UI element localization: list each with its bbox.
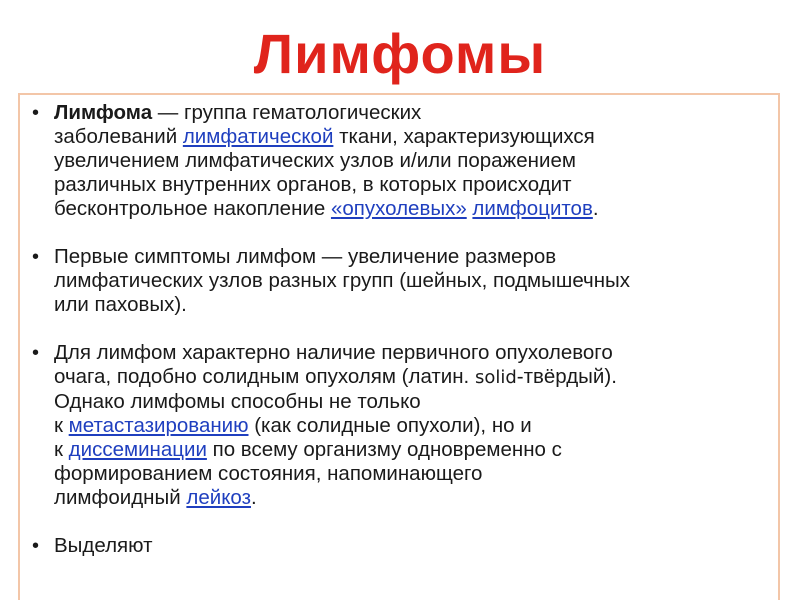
line: лимфатических узлов разных групп (шейных, подмышечных [54, 269, 631, 292]
slide-title: Лимфомы [253, 22, 547, 85]
line: Для лимфом характерно наличие первичного опухолевого [54, 341, 613, 364]
text: лимфоидный [54, 486, 187, 509]
line [54, 101, 762, 125]
bullet-distinguish [32, 534, 762, 558]
term-lymphoma: Лимфома [54, 101, 153, 124]
line: Первые симптомы лимфом — увеличение размеров [54, 245, 557, 268]
line: увеличением лимфатических узлов и/или поражением [54, 149, 576, 172]
link-tumor[interactable]: «опухолевых» [330, 197, 467, 220]
text: — группа гематологических [152, 101, 422, 124]
bullet-definition [32, 101, 762, 221]
text: (как солидные опухоли), но и [248, 414, 532, 437]
text: к [54, 438, 69, 461]
bullet-marker: • [32, 535, 40, 557]
bullet-characteristics [32, 341, 762, 510]
line [54, 125, 762, 149]
text: к [54, 414, 69, 437]
latin-word: solid [474, 367, 517, 388]
line [54, 197, 762, 221]
line [54, 486, 762, 510]
line: или паховых). [54, 293, 187, 316]
text: заболеваний [54, 125, 183, 148]
bullet-list [32, 101, 762, 582]
line [54, 365, 762, 390]
line [54, 438, 762, 462]
text: . [250, 486, 257, 509]
line: Выделяют [54, 534, 153, 557]
link-lymphocytes[interactable]: лимфоцитов [472, 197, 593, 220]
link-dissemination[interactable]: диссеминации [68, 438, 207, 461]
link-metastasis[interactable]: метастазированию [68, 414, 249, 437]
bullet-symptoms [32, 245, 762, 317]
link-leukemia[interactable]: лейкоз [186, 486, 251, 509]
line [54, 414, 762, 438]
line: Однако лимфомы способны не только [54, 390, 421, 413]
content-box [18, 93, 780, 600]
line: различных внутренних органов, в которых происходит [54, 173, 572, 196]
text: по всему организму одновременно с [206, 438, 562, 461]
bullet-marker: • [32, 246, 40, 268]
bullet-marker: • [32, 102, 40, 124]
text: очага, подобно солидным опухолям (латин. [54, 365, 475, 388]
text: -твёрдый). [516, 365, 617, 388]
line: формированием состояния, напоминающего [54, 462, 483, 485]
bullet-marker: • [32, 342, 40, 364]
text: бесконтрольное накопление [54, 197, 331, 220]
text: . [592, 197, 599, 220]
text: ткани, характеризующихся [333, 125, 595, 148]
link-lymphatic[interactable]: лимфатической [182, 125, 334, 148]
